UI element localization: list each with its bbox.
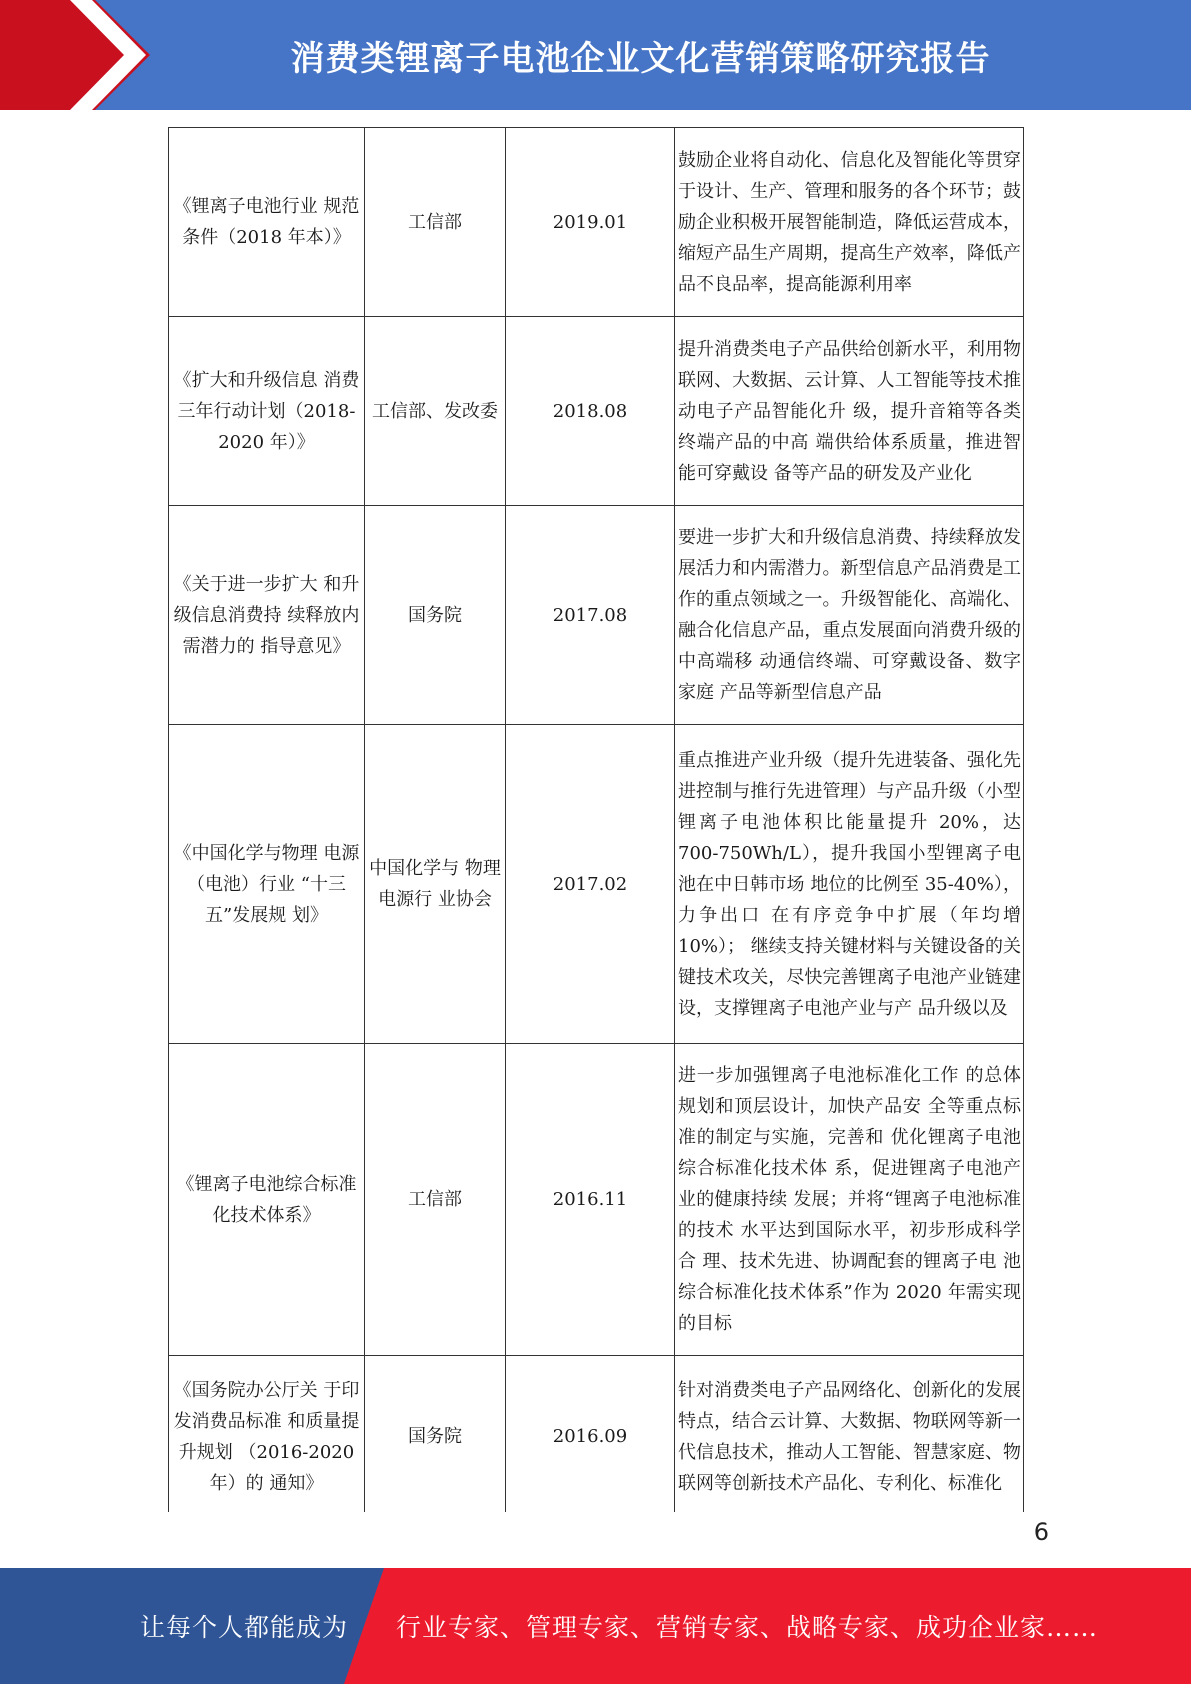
department-cell: 国务院: [365, 506, 506, 725]
policy-name-cell: 《扩大和升级信息 消费三年行动计划（2018-2020 年）》: [169, 317, 365, 506]
department-cell: 工信部: [365, 128, 506, 317]
report-title: 消费类锂离子电池企业文化营销策略研究报告: [290, 38, 991, 79]
page-number: 6: [1033, 1518, 1049, 1546]
date-cell: 2016.09: [506, 1356, 675, 1518]
policy-name-cell: 《锂离子电池综合标准化技术体系》: [169, 1044, 365, 1356]
department-cell: 国务院: [365, 1356, 506, 1518]
date-cell: 2017.02: [506, 725, 675, 1044]
policy-name-cell: 《国务院办公厅关 于印发消费品标准 和质量提升规划 （2016-2020 年）的 通知》: [169, 1356, 365, 1518]
content-cell: 鼓励企业将自动化、信息化及智能化等贯穿于设计、生产、管理和服务的各个环节；鼓励企业积极开展智能制造，降低运营成本，缩短产品生产周期，提高生产效率，降低产品不良品率，提高能源利用率: [675, 128, 1024, 317]
policy-name-cell: 《关于进一步扩大 和升级信息消费持 续释放内需潜力的 指导意见》: [169, 506, 365, 725]
content-cell: 重点推进产业升级（提升先进装备、强化先进控制与推行先进管理）与产品升级（小型锂离子电池体积比能量提升 20%，达 700-750Wh/L），提升我国小型锂离子电池在中日韩市场 地位的比例至 35-40%），力争出口 在有序竞争中扩展（年均增 10%）； 继续支持关键材料与关键设备的关 键技术攻关，尽快完善锂离子电池产业链建设，支撑锂离子电池产业与产 品升级以及: [675, 725, 1024, 1044]
policy-name-cell: 《中国化学与物理 电源（电池）行业 “十三五”发展规 划》: [169, 725, 365, 1044]
table-page-break: [160, 1512, 1040, 1542]
date-cell: 2018.08: [506, 317, 675, 506]
table-row: [169, 128, 1024, 317]
content-cell: 针对消费类电子产品网络化、创新化的发展特点，结合云计算、大数据、物联网等新一代信息技术，推动人工智能、智慧家庭、物联网等创新技术产品化、专利化、标准化: [675, 1356, 1024, 1518]
date-cell: 2016.11: [506, 1044, 675, 1356]
table-row: [169, 506, 1024, 725]
table-row: [169, 1044, 1024, 1356]
content-cell: 提升消费类电子产品供给创新水平，利用物联网、大数据、云计算、人工智能等技术推动电子产品智能化升 级，提升音箱等各类终端产品的中高 端供给体系质量，推进智能可穿戴设 备等产品的研发及产业化: [675, 317, 1024, 506]
header-arrow-decoration: [0, 0, 150, 110]
date-cell: 2019.01: [506, 128, 675, 317]
date-cell: 2017.08: [506, 506, 675, 725]
table-row: [169, 725, 1024, 1044]
header-banner: [0, 0, 1191, 110]
content-cell: 要进一步扩大和升级信息消费、持续释放发展活力和内需潜力。新型信息产品消费是工作的重点领域之一。升级智能化、高端化、融合化信息产品，重点发展面向消费升级的中高端移 动通信终端、可穿戴设备、数字家庭 产品等新型信息产品: [675, 506, 1024, 725]
content-cell: 进一步加强锂离子电池标准化工作 的总体规划和顶层设计，加快产品安 全等重点标准的制定与实施，完善和 优化锂离子电池综合标准化技术体 系，促进锂离子电池产业的健康持续 发展；并将“锂离子电池标准的技术 水平达到国际水平，初步形成科学合 理、技术先进、协调配套的锂离子电 池综合标准化技术体系”作为 2020 年需实现的目标: [675, 1044, 1024, 1356]
footer-slogan-right: 行业专家、管理专家、营销专家、战略专家、成功企业家……: [396, 1613, 1099, 1642]
footer-slogan-left: 让每个人都能成为: [140, 1613, 349, 1642]
policy-name-cell: 《锂离子电池行业 规范条件（2018 年本）》: [169, 128, 365, 317]
policy-table: [168, 127, 1024, 1518]
department-cell: 中国化学与 物理电源行 业协会: [365, 725, 506, 1044]
table-row: [169, 317, 1024, 506]
department-cell: 工信部、发改委: [365, 317, 506, 506]
footer-banner: [0, 1568, 1191, 1684]
department-cell: 工信部: [365, 1044, 506, 1356]
table-row: [169, 1356, 1024, 1518]
